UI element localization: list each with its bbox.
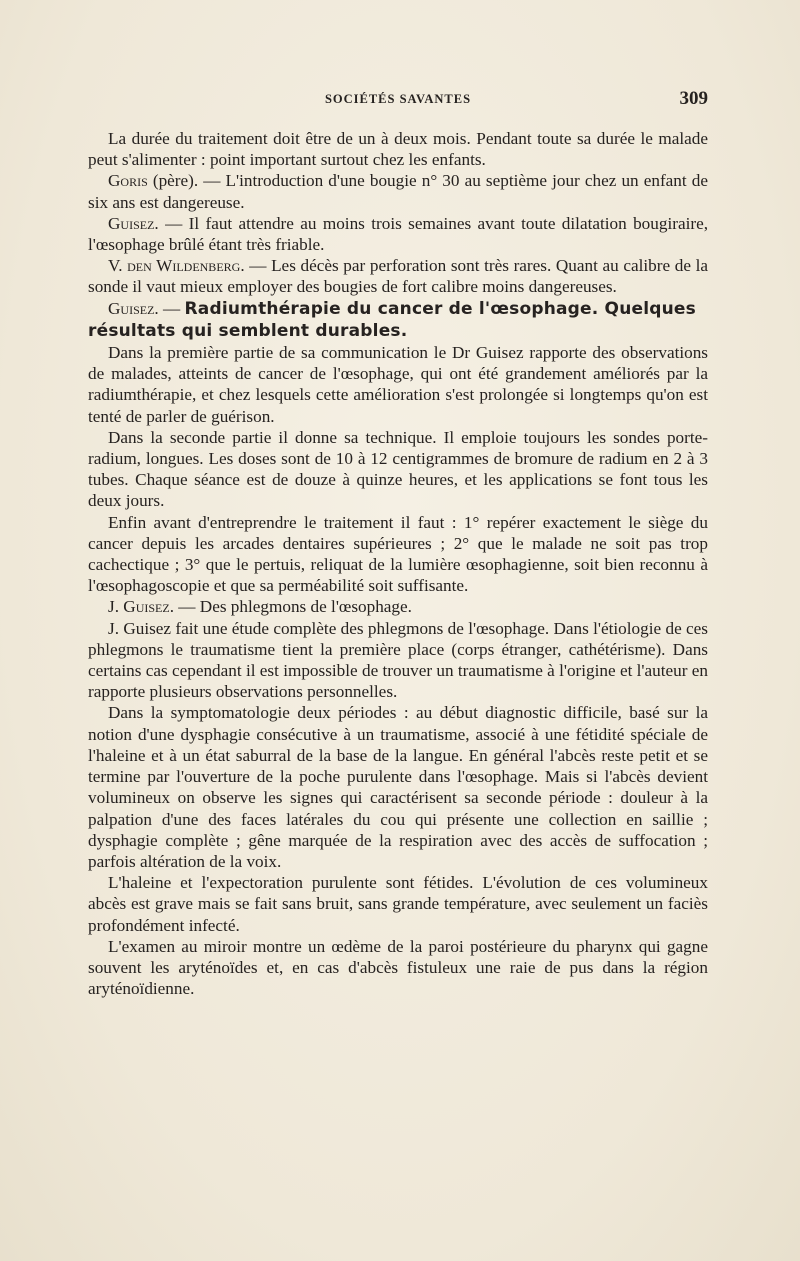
paragraph-guisez bbox=[88, 213, 708, 255]
title-dash: — bbox=[174, 597, 200, 617]
section-heading: Des phlegmons de l'œsophage. bbox=[199, 597, 412, 617]
paragraph-phlegmons-3: L'haleine et l'expectoration purulente sont fétides. L'évolution de ces volumineux abcès est grave mais se fait sans bruit, sans grande température, avec seulement un faciès profondément infecté. bbox=[88, 873, 708, 935]
paragraph-radium-2: Dans la seconde partie il donne sa technique. Il emploie toujours les sondes porte-radium, longues. Les doses sont de 10 à 12 centigrammes de bromure de radium en 2 à 3 tubes. Chaque séance est de douze à quinze heures, et les applications se font tous les deux jours. bbox=[88, 427, 708, 511]
paragraph-goris bbox=[88, 170, 708, 212]
paragraph-phlegmons-4: L'examen au miroir montre un œdème de la paroi postérieure du pharynx qui gagne souvent les aryténoïdes et, en cas d'abcès fistuleux une raie de pus dans la région aryténoïdienne. bbox=[88, 936, 708, 999]
page-number: 309 bbox=[679, 88, 708, 109]
author-goris: Goris bbox=[108, 171, 148, 191]
section-author: J. Guisez. bbox=[108, 597, 174, 617]
section-title-radiumtherapie bbox=[88, 298, 708, 342]
wildenberg-text: — Les décès par perforation sont très rares. Quant au calibre de la sonde il vaut mieux employer des bougies de fort calibre moins dangereuses. bbox=[88, 256, 708, 297]
page-header bbox=[88, 88, 708, 114]
paragraph-radium-3: Enfin avant d'entreprendre le traitement il faut : 1° repérer exactement le siège du cancer depuis les arcades dentaires supérieures ; 2° que le malade ne soit pas trop cachectique ; 3° que le pertuis, reliquat de la lumière œsophagienne, soit bien reconnu à l'œsophagoscopie et que sa perméabilité soit suffisante. bbox=[88, 512, 708, 596]
paragraph-wildenberg bbox=[88, 255, 708, 297]
wildenberg-prefix: V. bbox=[108, 256, 128, 276]
paragraph-treatment-duration: La durée du traitement doit être de un à deux mois. Pendant toute sa durée le malade peut s'alimenter : point important surtout chez les enfants. bbox=[88, 129, 708, 170]
running-head: SOCIÉTÉS SAVANTES bbox=[324, 92, 472, 106]
guisez-text: — Il faut attendre au moins trois semaines avant toute dilatation bougiraire, l'œsophage brûlé étant très friable. bbox=[88, 213, 708, 255]
paragraph-phlegmons-1: J. Guisez fait une étude complète des phlegmons de l'œsophage. Dans l'étiologie de ces phlegmons le traumatisme tient la première place (corps étranger, cathétérisme). Dans certains cas cependant il est impossible de trouver un traumatisme à l'origine et l'auteur en rapporte plusieurs observations personnelles. bbox=[88, 618, 708, 702]
title-dash: — bbox=[158, 298, 185, 318]
author-wildenberg: den Wildenberg. bbox=[127, 256, 245, 276]
section-author: Guisez. bbox=[108, 298, 159, 318]
section-title-phlegmons bbox=[88, 596, 708, 617]
author-guisez: Guisez. bbox=[108, 213, 159, 233]
goris-text: (père). — L'introduction d'une bougie n° 30 au septième jour chez un enfant de six ans est dangereuse. bbox=[88, 171, 708, 212]
paragraph-radium-1: Dans la première partie de sa communication le Dr Guisez rapporte des observations de malades, atteints de cancer de l'œsophage, qui ont été grandement améliorés par la radiumthérapie, et chez lesquels cette amélioration s'est prolongée si longtemps qu'on est tenté de parler de guérison. bbox=[88, 343, 708, 426]
paragraph-phlegmons-2: Dans la symptomatologie deux périodes : au début diagnostic difficile, basé sur la notion d'une dysphagie consécutive à un traumatisme, associé à une fétidité spéciale de l'haleine et à un état saburral de la base de la langue. En général l'abcès reste petit et se termine par l'ouverture de la poche purulente dans l'œsophage. Mais si l'abcès devient volumineux on observe les signes qui caractérisent sa seconde période : douleur à la palpation d'une des faces latérales du cou qui présente une collection en saillie ; dysphagie complète ; gêne marquée de la respiration avec des accès de suffocation ; parfois altération de la voix. bbox=[88, 703, 708, 871]
page-body bbox=[88, 128, 708, 999]
section-heading: Radiumthérapie du cancer de l'œsophage. Quelques résultats qui semblent durables. bbox=[88, 298, 696, 341]
